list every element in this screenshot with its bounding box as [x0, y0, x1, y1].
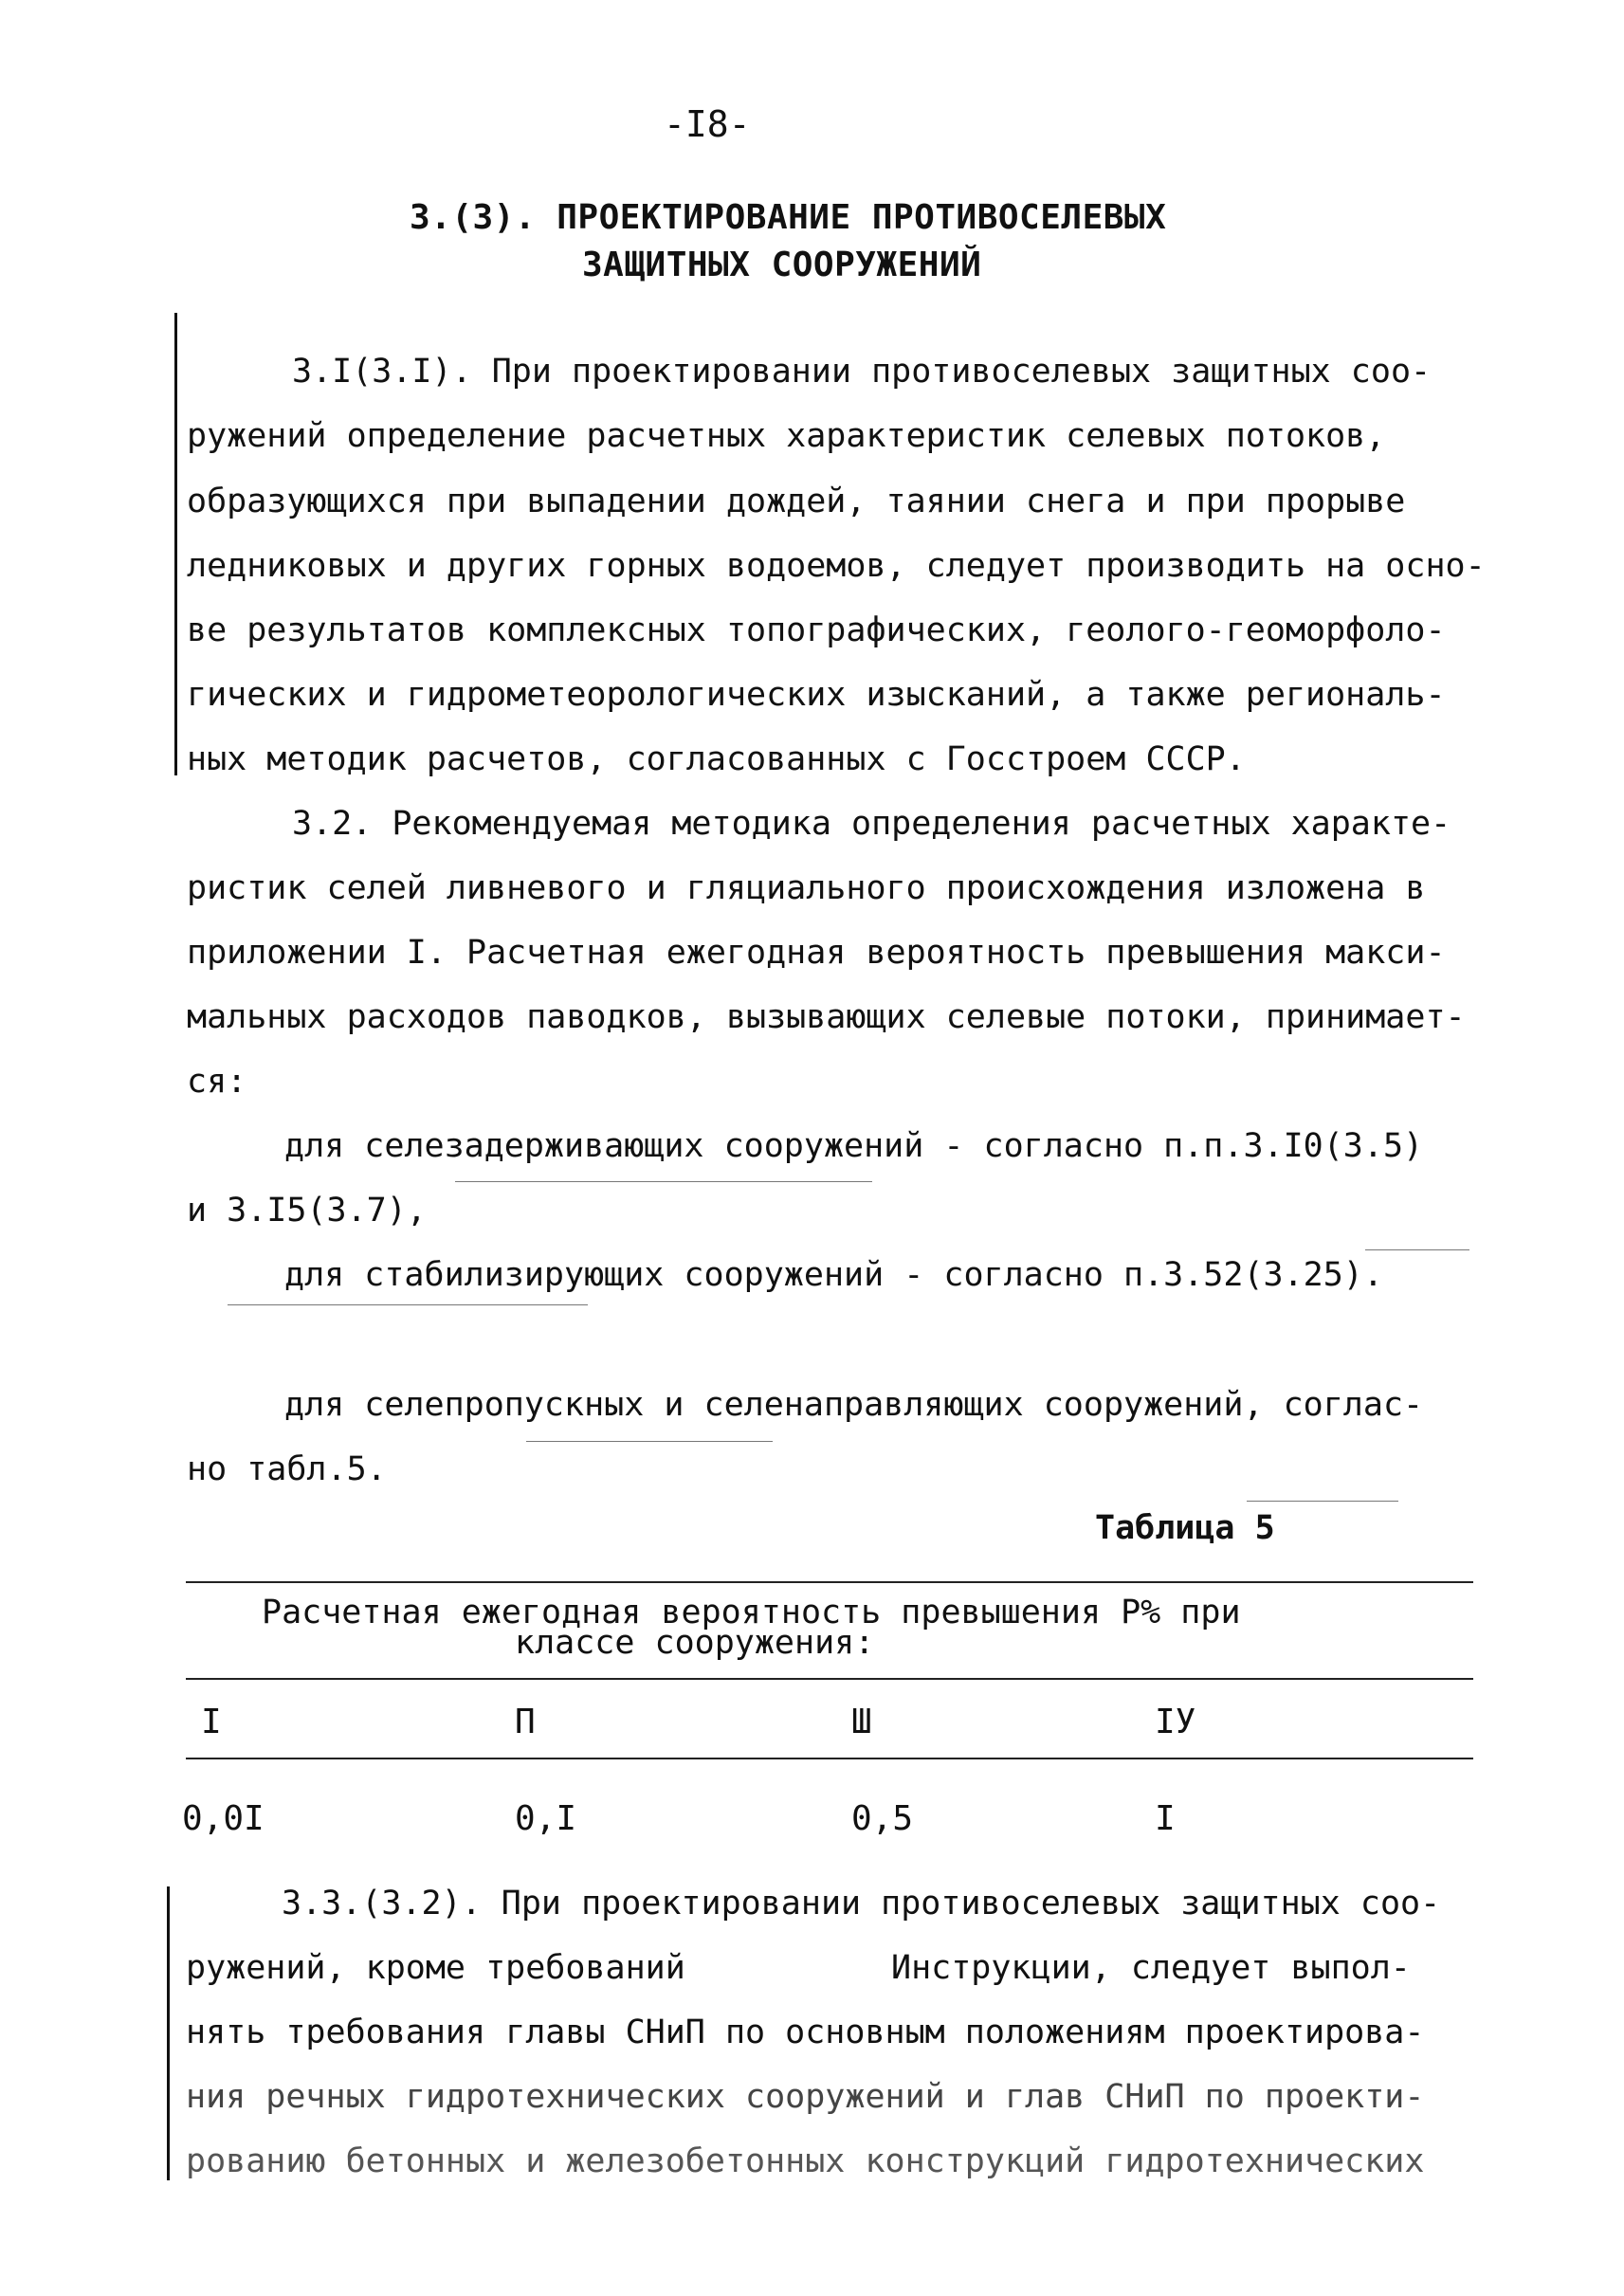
table-value-cell: 0,I [515, 1799, 577, 1838]
paragraph-line: образующихся при выпадении дождей, таянии снега и при прорыве [187, 483, 1406, 520]
scan-mark [1247, 1501, 1398, 1502]
table-class-cell: Ш [851, 1703, 872, 1741]
table-class-cell: I [201, 1703, 222, 1741]
list-item: для селепропускных и селенаправляющих сооружений, соглас- [284, 1386, 1424, 1424]
paragraph-line: ния речных гидротехнических сооружений и глав СНиП по проекти- [186, 2078, 1425, 2116]
paragraph-line: ружений, кроме требований [186, 1949, 685, 1987]
table-value-cell: 0,0I [182, 1799, 265, 1838]
table-rule-top [186, 1581, 1473, 1583]
paragraph-line: мальных расходов паводков, вызывающих селевые потоки, принимает- [187, 998, 1466, 1036]
table-value-cell: 0,5 [851, 1799, 914, 1838]
paragraph-line: рованию бетонных и железобетонных конструкций гидротехнических [186, 2142, 1425, 2180]
section-heading-line-1: 3.(3). ПРОЕКТИРОВАНИЕ ПРОТИВОСЕЛЕВЫХ [410, 198, 1167, 237]
revision-bar [167, 1886, 170, 2180]
table-class-cell: П [515, 1703, 536, 1741]
table-value-cell: I [1155, 1799, 1176, 1838]
table-rule [186, 1758, 1473, 1759]
table-label: Таблица 5 [1095, 1509, 1275, 1547]
page-number: -I8- [664, 103, 751, 145]
paragraph-line: 3.I(3.I). При проектировании противоселевых защитных соо- [292, 353, 1432, 391]
paragraph-line: ружений определение расчетных характеристик селевых потоков, [187, 417, 1386, 455]
paragraph-line: ледниковых и других горных водоемов, следует производить на осно- [187, 547, 1486, 585]
list-item: для селезадерживающих сооружений - согласно п.п.3.I0(3.5) [284, 1127, 1424, 1165]
scan-mark [526, 1441, 773, 1442]
paragraph-line: приложении I. Расчетная ежегодная вероятность превышения макси- [187, 934, 1446, 972]
revision-bar [174, 313, 177, 775]
scan-mark [1365, 1249, 1469, 1250]
paragraph-line: ве результатов комплексных топографических, геолого-геоморфоло- [187, 611, 1446, 649]
paragraph-line: 3.3.(3.2). При проектировании противоселевых защитных соо- [282, 1885, 1441, 1922]
table-header: Расчетная ежегодная вероятность превышения Р% при [262, 1594, 1241, 1631]
table-class-cell: IУ [1155, 1703, 1196, 1741]
table-rule [186, 1678, 1473, 1680]
list-item: но табл.5. [187, 1450, 387, 1488]
scan-mark [228, 1304, 588, 1305]
paragraph-line: ся: [187, 1063, 247, 1101]
paragraph-line: ристик селей ливневого и гляциального происхождения изложена в [187, 869, 1426, 907]
table-header: классе сооружения: [515, 1624, 875, 1662]
paragraph-line: Инструкции, следует выпол- [891, 1949, 1411, 1987]
list-item: для стабилизирующих сооружений - согласно п.3.52(3.25). [284, 1256, 1383, 1294]
paragraph-line: нять требования главы СНиП по основным положениям проектирова- [186, 2014, 1425, 2051]
section-heading-line-2: ЗАЩИТНЫХ СООРУЖЕНИЙ [582, 246, 982, 284]
paragraph-line: 3.2. Рекомендуемая методика определения расчетных характе- [292, 805, 1451, 843]
list-item: и 3.I5(3.7), [187, 1192, 427, 1230]
scan-mark [455, 1181, 872, 1182]
paragraph-line: ных методик расчетов, согласованных с Госстроем СССР. [187, 740, 1246, 778]
paragraph-line: гических и гидрометеорологических изысканий, а также региональ- [187, 676, 1446, 714]
